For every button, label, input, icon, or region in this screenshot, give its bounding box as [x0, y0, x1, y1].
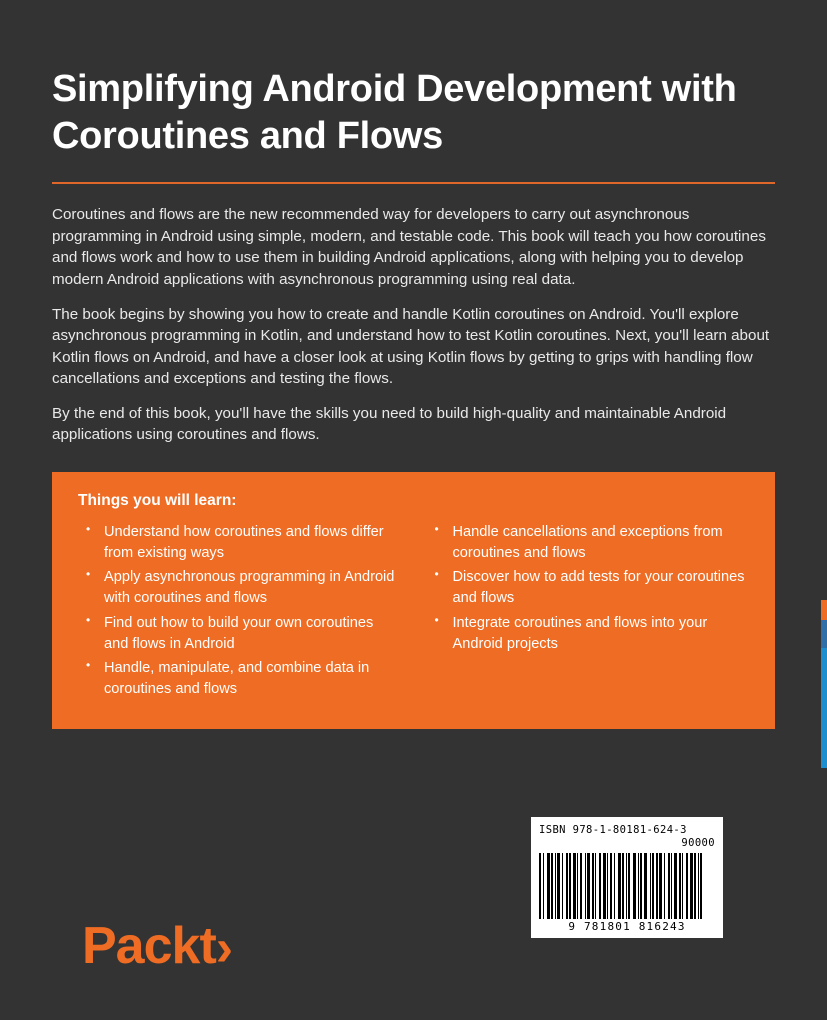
list-item: • Apply asynchronous programming in Android with coroutines and flows	[78, 567, 401, 609]
barcode-block	[531, 817, 723, 938]
price-code-text: 90000	[681, 837, 715, 849]
edge-segment	[821, 648, 827, 768]
list-item: • Integrate coroutines and flows into your Android projects	[427, 613, 750, 655]
blurb-paragraph-1: Coroutines and flows are the new recommended way for developers to carry out asynchronous programming in Android using simple, modern, and testable code. This book will teach you how coroutines and flows work and how to use them in building Android applications, along with helping you to develop modern Android applications with asynchronous programming using real data.	[52, 206, 766, 288]
list-item: • Handle, manipulate, and combine data in coroutines and flows	[78, 658, 401, 700]
list-item: • Understand how coroutines and flows differ from existing ways	[78, 522, 401, 564]
packt-logo	[82, 917, 233, 977]
learn-heading: Things you will learn:	[78, 492, 237, 509]
learn-list-right	[427, 522, 750, 655]
packt-logo-arrow-icon: ›	[215, 919, 233, 977]
learn-column-right	[427, 522, 750, 703]
things-you-will-learn-box	[52, 472, 775, 729]
edge-segment	[821, 620, 827, 648]
cover-footer	[52, 824, 775, 980]
edge-segment	[821, 768, 827, 1020]
list-item: • Handle cancellations and exceptions from coroutines and flows	[427, 522, 750, 564]
edge-segment	[821, 600, 827, 620]
ean-digits-text: 9 781801 816243	[568, 920, 686, 933]
learn-column-left	[78, 522, 401, 703]
barcode-bars	[539, 853, 715, 919]
list-item: • Find out how to build your own coroutines and flows in Android	[78, 613, 401, 655]
list-item: • Discover how to add tests for your coroutines and flows	[427, 567, 750, 609]
edge-color-strip	[821, 0, 827, 1020]
learn-list-left	[78, 522, 401, 700]
learn-columns	[78, 522, 749, 703]
packt-logo-text: Packt	[82, 917, 216, 975]
blurb-paragraph-2: The book begins by showing you how to create and handle Kotlin coroutines on Android. You'll explore asynchronous programming in Kotlin, and understand how to test Kotlin coroutines. Next, you'll learn about Kotlin flows on Android, and have a closer look at using Kotlin flows by getting to grips with handling flow cancellations and exceptions and testing the flows.	[52, 305, 770, 388]
edge-segment	[821, 0, 827, 600]
isbn-text: ISBN 978-1-80181-624-3	[539, 824, 687, 836]
book-title: Simplifying Android Development with Coroutines and Flows	[52, 68, 737, 158]
blurb-paragraph-3: By the end of this book, you'll have the skills you need to build high-quality and maintainable Android applications using coroutines and flows.	[52, 404, 727, 444]
